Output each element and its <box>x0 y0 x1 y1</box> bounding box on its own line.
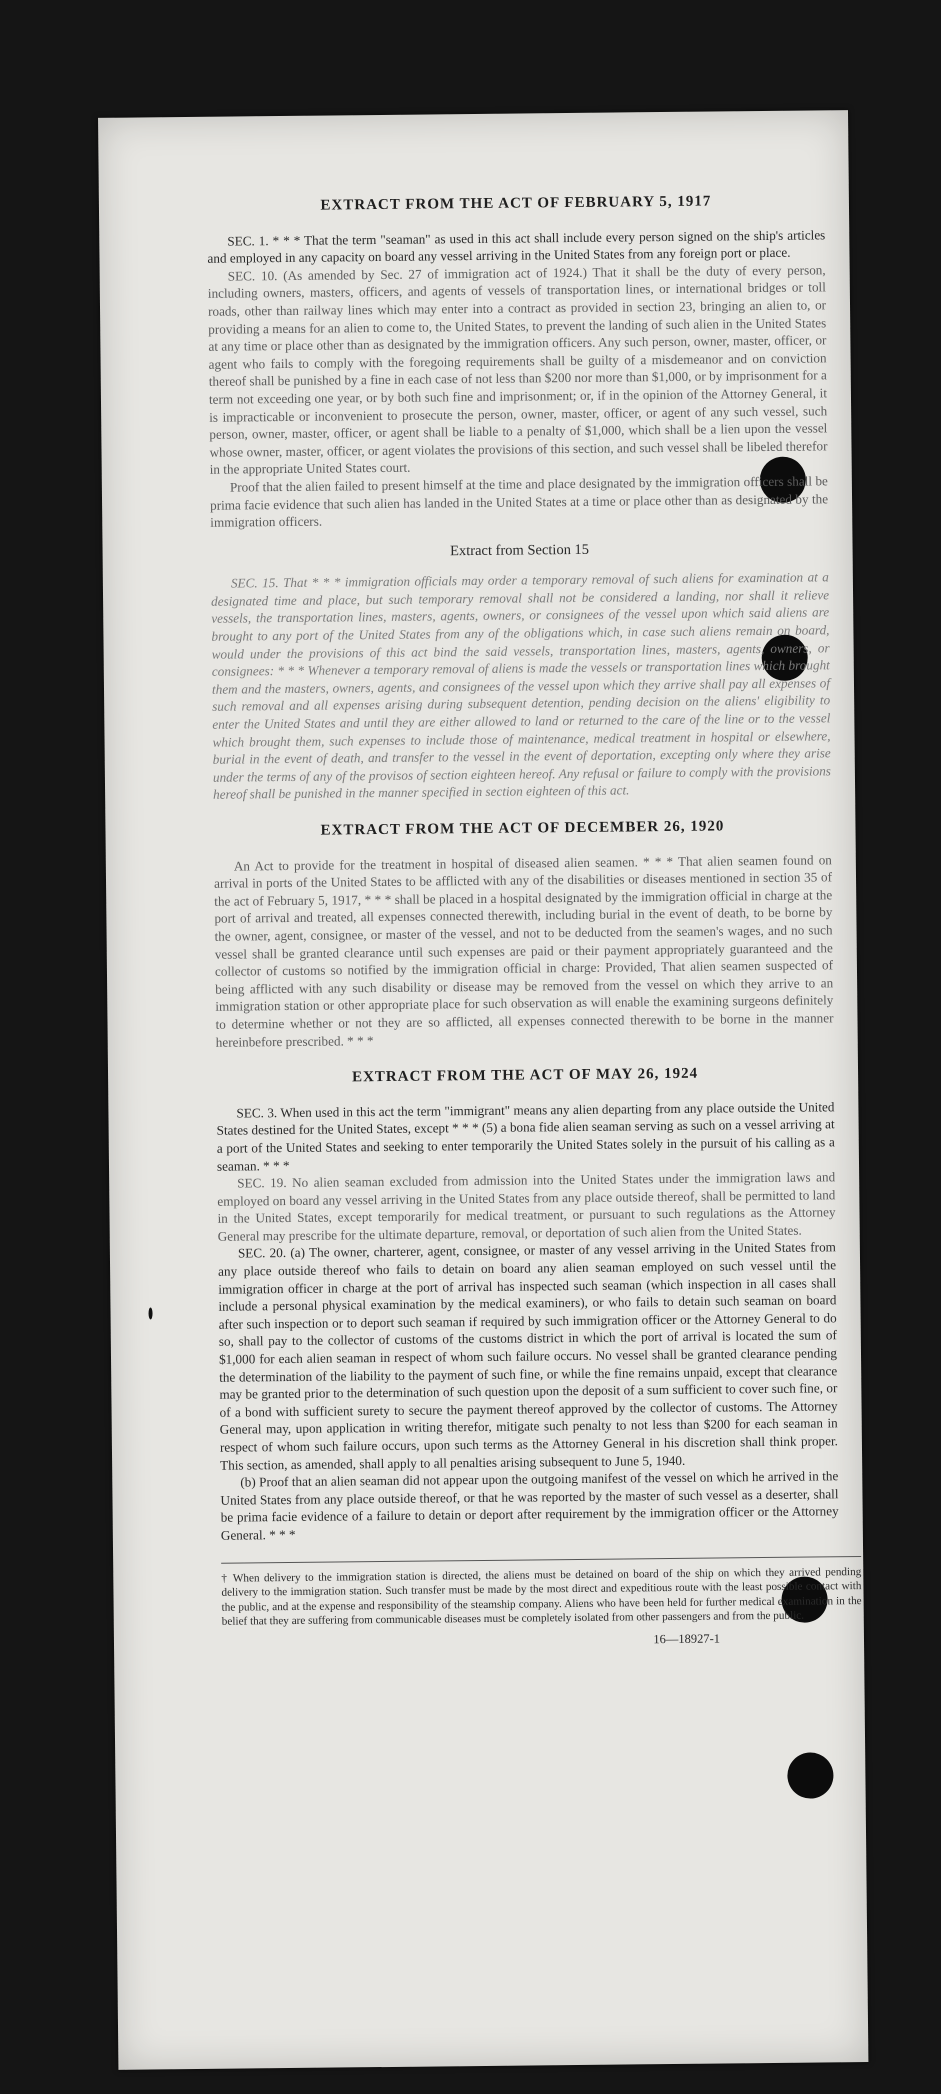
document-body <box>207 192 862 1653</box>
paragraph-1920: An Act to provide for the treatment in hospital of diseased alien seamen. * * * That alien seamen found on arrival in ports of the United States to be afflicted with any of the disabilities or diseases mentioned in section 35 of the act of February 5, 1917, * * * shall be placed in a hospital designated by the immigration official in charge at the port of arrival and treated, all expenses connected therewith, including burial in the event of death, to be borne by the owner, agent, consignee, or master of the vessel, and not to be deducted from the seamen's wages, and no such vessel shall be granted clearance until such expenses are paid or their payment appropriately guaranteed and the collector of customs so notified by the immigration official in charge: Provided, That alien seamen suspected of being afflicted with any such disability or disease may be removed from the vessel on which they arrive to an immigration station or other appropriate place for such observation as will enable the examining surgeons definitely to determine whether or not they are so afflicted, all expenses connected therewith to be borne in the manner hereinbefore prescribed. * * * <box>213 851 834 1050</box>
paragraph-1917-sec1: SEC. 1. * * * That the term "seaman" as used in this act shall include every person signed on the ship's articles and employed in any capacity on board any vessel arriving in the United States from any foreign port or place. <box>207 226 826 266</box>
paragraph-1917-sec10: SEC. 10. (As amended by Sec. 27 of immigration act of 1924.) That it shall be the duty of every person, including owners, masters, officers, and agents of vessels of transportation lines, or international bridges or toll roads, other than railway lines which may enter into a contract as provided in section 23, bringing an alien to, or providing a means for an alien to come to, the United States, to prevent the landing of such alien in the United States at any time or place other than as designated by the immigration officers. Any such person, owner, master, officer, or agent who fails to comply with the foregoing requirements shall be guilty of a misdemeanor and on conviction thereof shall be punished by a fine in each case of not less than $200 nor more than $1,000, or by imprisonment for a term not exceeding one year, or by both such fine and imprisonment; or, if in the opinion of the Attorney General, it is impracticable or inconvenient to prosecute the person, owner, master, officer, or agent of any such vessel, such person, owner, master, officer, or agent shall be liable to a penalty of $1,000, which shall be a lien upon the vessel whose owner, master, officer, or agent violates the provisions of this section, and such vessel shall be libeled therefor in the appropriate United States court. <box>207 262 828 478</box>
document-number: 16—18927-1 <box>653 1631 721 1646</box>
document-page <box>98 110 868 2070</box>
paragraph-1924-sec20b: (b) Proof that an alien seaman did not appear upon the outgoing manifest of the vessel on which he arrived in the United States from any place outside thereof, or that he was reported by the master of such vessel as a deserter, shall be prima facie evidence of a failure to detain or deport after requirement by the immigration officer or the Attorney General. * * * <box>220 1468 839 1543</box>
punch-hole <box>787 1752 833 1798</box>
paragraph-1917-proof: Proof that the alien failed to present himself at the time and place designated by the immigration officers shall be prima facie evidence that such alien has landed in the United States at a time or place other than as designated by the immigration officers. <box>209 473 829 530</box>
paragraph-section-15: SEC. 15. That * * * immigration officials may order a temporary removal of such aliens for examination at a designated time and place, but such temporary removal shall not be considered a landing, nor shall it relieve vessels, the transportation lines, masters, agents, owners, or consignees of the vessel upon which said aliens are brought to any port of the United States from any of the obligations which, in case such aliens remain on board, would under the provisions of this act bind the said vessels, transportation lines, masters, agents, owners, or consignees: * * * Whenever a temporary removal of aliens is made the vessels or transportation lines which brought them and the masters, owners, agents, and consignees of the vessel upon which they arrive shall pay all expenses of such removal and all expenses arising during subsequent detention, pending decision on the aliens' eligibility to enter the United States and until they are either allowed to land or returned to the care of the line or to the vessel which brought them, such expenses to include those of maintenance, medical treatment in hospital or elsewhere, burial in the event of death, and transfer to the vessel in the event of deportation, excepting only where they arise under the terms of any of the provisos of section eighteen hereof. Any refusal or failure to comply with the provisions hereof shall be punished in the manner specified in section eighteen of this act. <box>211 569 831 803</box>
scan-speck <box>148 1307 152 1319</box>
heading-act-1917: EXTRACT FROM THE ACT OF FEBRUARY 5, 1917 <box>320 193 712 214</box>
paragraph-1924-sec20: SEC. 20. (a) The owner, charterer, agent, consignee, or master of any vessel arriving in the United States from any place outside thereof who fails to detain on board any alien seaman employed on such vessel until the immigration officer in charge at the port of arrival has inspected such seaman (which inspection in all cases shall include a personal physical examination by the medical examiners), or who fails to detain such seaman on board after such inspection or to deport such seaman if required by such immigration officer or the Attorney General to do so, shall pay to the collector of customs of the customs district in which the port of arrival is located the sum of $1,000 for each alien seaman in respect of whom such failure occurs. No vessel shall be granted clearance pending the determination of the liability to the payment of such fine, or while the fine remains unpaid, except that clearance may be granted prior to the determination of such question upon the deposit of a sum sufficient to cover such fine, or of a bond with sufficient surety to secure the payment thereof approved by the collector of customs. The Attorney General may, upon application in writing therefor, mitigate such penalty to not less than $200 for each seaman in respect of whom such failure occurs, upon such terms as the Attorney General in his discretion shall think proper. This section, as amended, shall apply to all penalties arising subsequent to June 5, 1940. <box>218 1239 838 1473</box>
heading-act-1924: EXTRACT FROM THE ACT OF MAY 26, 1924 <box>351 1065 699 1086</box>
heading-act-1920: EXTRACT FROM THE ACT OF DECEMBER 26, 1920 <box>320 818 725 839</box>
paragraph-1924-sec19: SEC. 19. No alien seaman excluded from admission into the United States under the immigration laws and employed on board any vessel arriving in the United States from any place outside thereof, shall be permitted to land in the United States, except temporarily for medical treatment, or pursuant to such regulations as the Attorney General may prescribe for the ultimate departure, removal, or deportation of such alien from the United States. <box>217 1169 836 1244</box>
heading-section-15: Extract from Section 15 <box>450 541 590 559</box>
footnote: † When delivery to the immigration station is directed, the aliens must be detained on board of the ship on which they arrived pending delivery to the immigration station. Such transfer must be made by the most direct and expeditious route with the least possible contact with the public, and at the expense and responsibility of the steamship company. Aliens who have been held for further medical examination in the belief that they are suffering from communicable diseases must be completely isolated from other passengers and from the public. <box>221 1556 862 1630</box>
paragraph-1924-sec3: SEC. 3. When used in this act the term "immigrant" means any alien departing from any place outside the United States destined for the United States, except * * * (5) a bona fide alien seaman serving as such on a vessel arriving at a port of the United States and seeking to enter temporarily the United States solely in the pursuit of his calling as a seaman. * * * <box>216 1098 835 1174</box>
